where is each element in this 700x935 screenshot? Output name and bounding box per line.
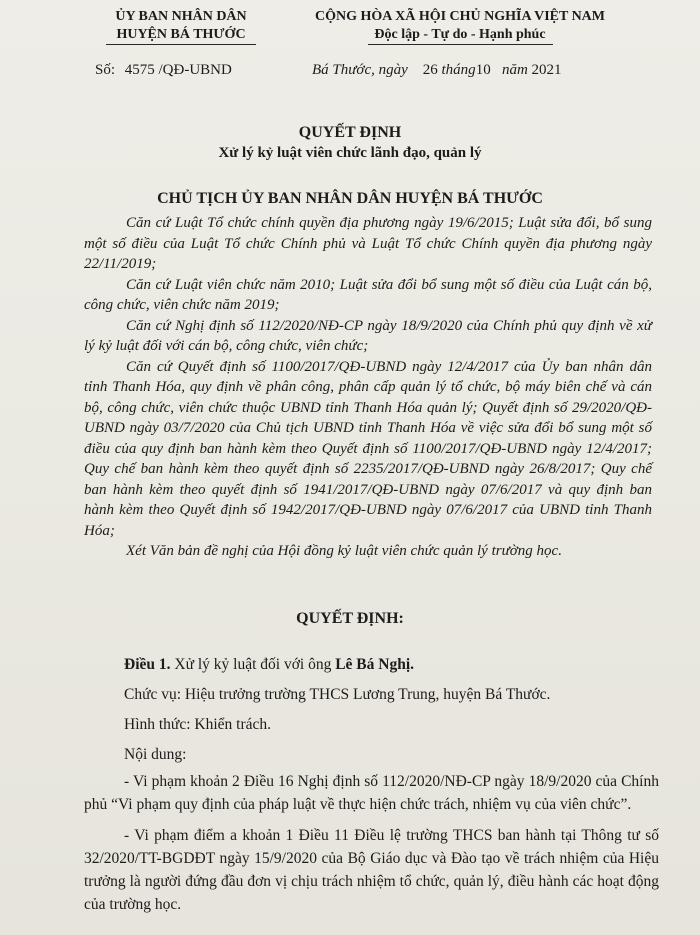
content-label: Nội dung: <box>124 746 187 763</box>
agency-underline <box>106 44 256 45</box>
issuing-authority: CHỦ TỊCH ỦY BAN NHÂN DÂN HUYỆN BÁ THƯỚC <box>157 190 543 207</box>
preamble <box>84 213 652 562</box>
person-name: Lê Bá Nghị. <box>335 656 415 673</box>
discipline-form: Hình thức: Khiển trách. <box>124 716 272 733</box>
document-subject: Xử lý kỷ luật viên chức lãnh đạo, quản lý <box>218 145 482 161</box>
preamble-item: Căn cứ Nghị định số 112/2020/NĐ-CP ngày 18/9/2020 của Chính phủ quy định về xử lý kỷ luật đối với cán bộ, công chức, viên chức; <box>84 317 652 354</box>
date-month: 10 <box>475 62 491 78</box>
motto-underline <box>368 44 553 45</box>
date-month-label: tháng <box>441 62 476 78</box>
article-1 <box>84 650 659 916</box>
agency-line-2: HUYỆN BÁ THƯỚC <box>116 27 246 42</box>
decision-heading: QUYẾT ĐỊNH: <box>296 610 404 627</box>
national-motto: Độc lập - Tự do - Hạnh phúc <box>374 27 546 42</box>
preamble-item: Căn cứ Quyết định số 1100/2017/QĐ-UBND ngày 12/4/2017 của Ủy ban nhân dân tỉnh Thanh Hóa, quy định về phân công, phân cấp quản lý tổ chức, bộ máy biên chế và cán bộ, công chức, viên chức thuộc UBND tỉnh Thanh Hóa quản lý; Quyết định số 29/2020/QĐ-UBND ngày 03/7/2020 của Chủ tịch UBND tỉnh Thanh Hóa về việc sửa đổi bổ sung một số điều của quy định ban hành kèm theo Quyết định số 1100/2017/QĐ-UBND ngày 12/4/2017; Quy chế ban hành kèm theo quyết định số 2235/2017/QĐ-UBND ngày 26/8/2017; Quy chế ban hành kèm theo quyết định số 1941/2017/QĐ-UBND ngày 07/6/2017 và quy định ban hành kèm theo Quyết định số 1942/2017/QĐ-UBND ngày 07/6/2017 của UBND tỉnh Thanh Hóa; <box>84 358 652 539</box>
violation-2: - Vi phạm điểm a khoản 1 Điều 11 Điều lệ trường THCS ban hành tại Thông tư số 32/2020/TT-BGDĐT ngày 15/9/2020 của Bộ Giáo dục và Đào tạo về trách nhiệm của Hiệu trưởng là người đứng đầu đơn vị chịu trách nhiệm tổ chức, quản lý, điều hành các hoạt động của trường học. <box>84 827 659 913</box>
preamble-item: Căn cứ Luật Tổ chức chính quyền địa phương ngày 19/6/2015; Luật sửa đổi, bổ sung một số điều của Luật Tổ chức Chính phủ và Luật Tổ chức Chính quyền địa phương ngày 22/11/2019; <box>84 215 652 272</box>
article-1-text: Xử lý kỷ luật đối với ông <box>174 656 332 673</box>
document-number <box>95 62 238 79</box>
violation-1: - Vi phạm khoản 2 Điều 16 Nghị định số 112/2020/NĐ-CP ngày 18/9/2020 của Chính phủ “Vi phạm quy định của pháp luật về thực hiện chức trách, nhiệm vụ của viên chức”. <box>84 773 659 813</box>
national-title <box>290 8 630 45</box>
issuing-agency <box>92 8 270 45</box>
date-day: 26 <box>422 62 438 78</box>
document-type: QUYẾT ĐỊNH <box>298 124 402 141</box>
date-place: Bá Thước, ngày <box>312 62 408 78</box>
person-position: Chức vụ: Hiệu trưởng trường THCS Lương Trung, huyện Bá Thước. <box>124 686 551 703</box>
document-number-label: Số: <box>95 62 116 78</box>
date-year: 2021 <box>531 62 562 78</box>
article-1-label: Điều 1. <box>124 656 171 673</box>
document-number-value: 4575 /QĐ-UBND <box>124 62 232 78</box>
national-title-line-1: CỘNG HÒA XÃ HỘI CHỦ NGHĨA VIỆT NAM <box>314 9 605 24</box>
agency-line-1: ỦY BAN NHÂN DÂN <box>115 9 247 24</box>
date-year-label: năm <box>501 62 528 78</box>
issue-date <box>312 62 562 79</box>
preamble-item: Xét Văn bản đề nghị của Hội đồng kỷ luật viên chức quản lý trường học. <box>126 543 562 559</box>
preamble-item: Căn cứ Luật viên chức năm 2010; Luật sửa đổi bổ sung một số điều của Luật cán bộ, công chức, viên chức năm 2019; <box>84 276 652 313</box>
